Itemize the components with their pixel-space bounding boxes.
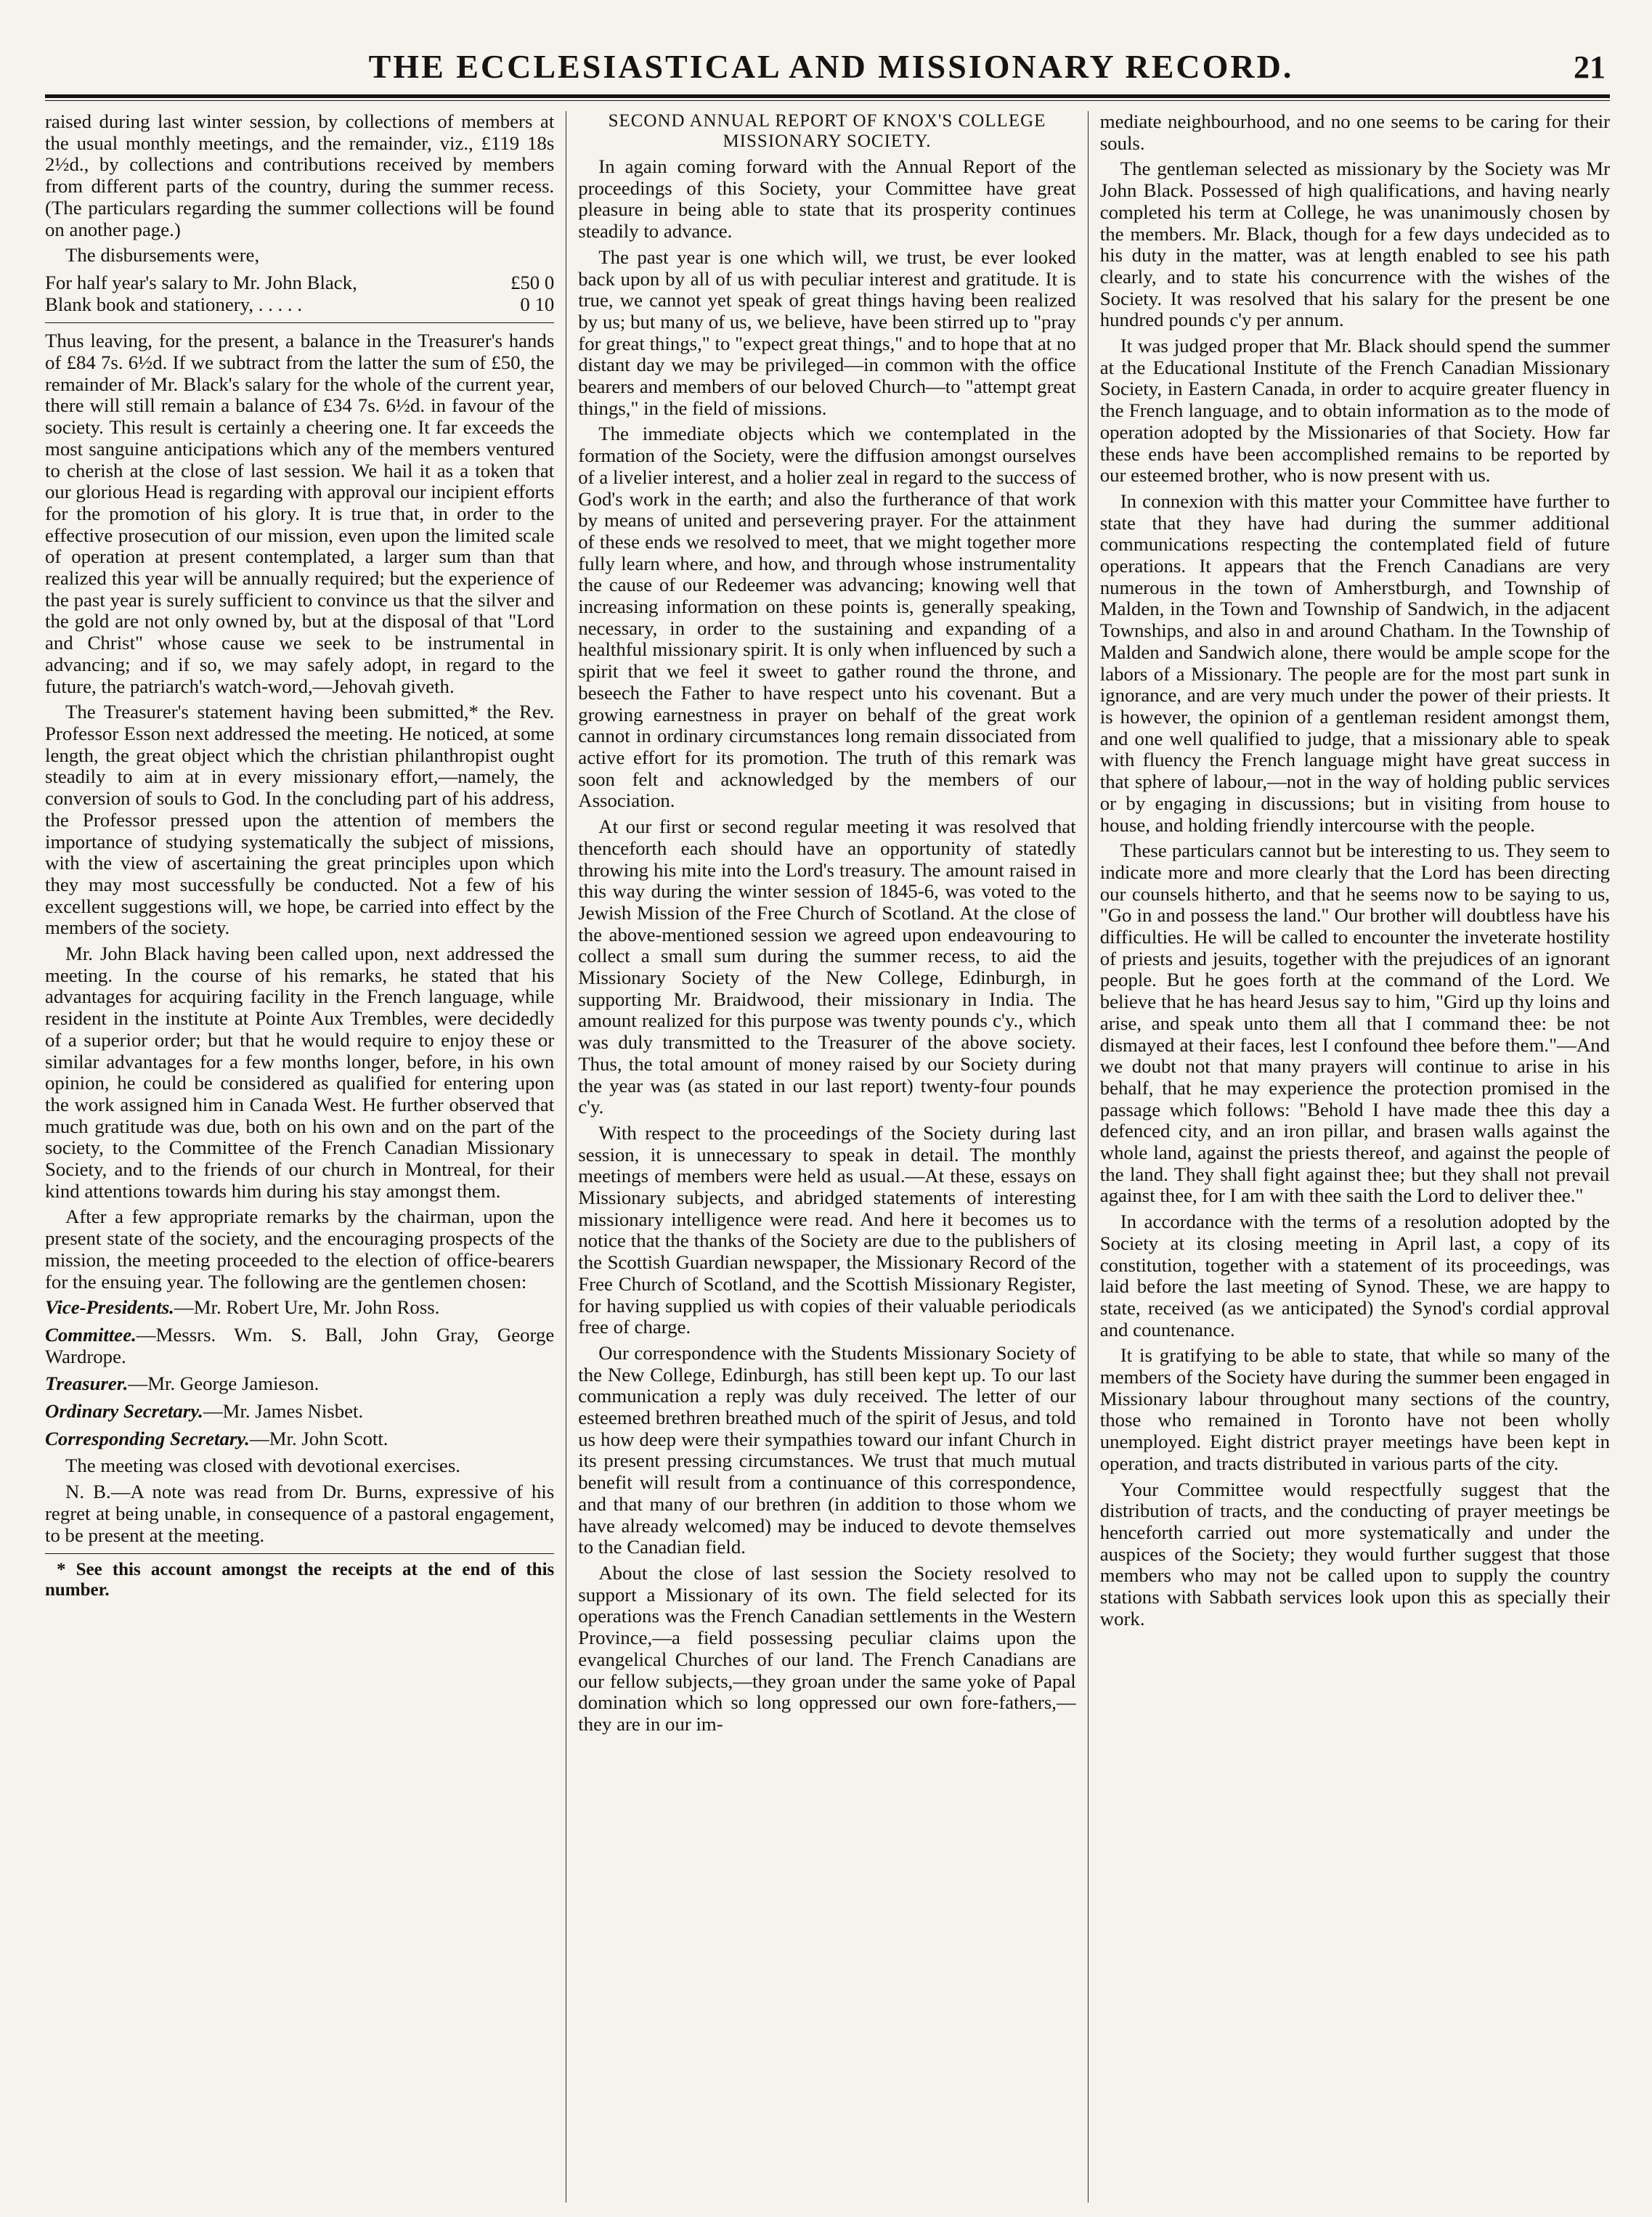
section-title: SECOND ANNUAL REPORT OF KNOX'S COLLEGE MISSIONARY SOCIETY.: [608, 111, 1046, 151]
footnote: * See this account amongst the receipts at the end of this number.: [45, 1553, 554, 1600]
officer-names: —Mr. James Nisbet.: [203, 1400, 364, 1423]
paragraph: The Treasurer's statement having been submitted,* the Rev. Professor Esson next addressed the meeting. He noticed, at some length, the great object which the christian philanthropist ought steadily to aim at in every missionary effort,—namely, the conversion of souls to God. In the concluding part of his address, the Professor pressed upon the attention of members the importance of studying systematically the subject of missions, with the view of ascertaining the great principles upon which they may most successfully be conducted. Not a few of his excellent suggestions will, we hope, be carried into effect by the members of the society.: [45, 701, 555, 939]
officer-entry: [45, 1428, 554, 1450]
page-number: 21: [1574, 49, 1606, 85]
officer-entry: [45, 1325, 554, 1367]
column-left: [45, 111, 566, 2202]
officer-role: Ordinary Secretary.: [45, 1400, 203, 1423]
officer-role: Treasurer.: [45, 1372, 129, 1395]
officer-entry: [45, 1373, 554, 1395]
paragraph: In accordance with the terms of a resolution adopted by the Society at its closing meeting in April last, a copy of its constitution, together with a statement of its proceedings, was laid before the last meeting of Synod. These, we are happy to state, received (as we anticipated) the Synod's cordial approval and countenance.: [1099, 1211, 1610, 1341]
officer-entry: [45, 1401, 554, 1423]
column-middle: [566, 111, 1088, 2202]
paragraph: At our first or second regular meeting it was resolved that thenceforth each should have an opportunity of statedly throwing his mite into the Lord's treasury. The amount raised in this way during the winter session of 1845-6, was voted to the Jewish Mission of the Free Church of Scotland. At the close of the above-mentioned session we agreed upon endeavouring to collect a small sum during the summer recess, to aid the Missionary Society of the New College, Edinburgh, in supporting Mr. Braidwood, their missionary in India. The amount realized for this purpose was twenty pounds c'y., which was duly transmitted to the Treasurer of the above society. Thus, the total amount of money raised by our Society during the year was (as stated in our last report) twenty-four pounds c'y.: [578, 815, 1076, 1118]
text-columns: [45, 111, 1610, 2202]
paragraph: mediate neighbourhood, and no one seems to be caring for their souls.: [1099, 111, 1610, 154]
header-rule-thin: [45, 100, 1610, 101]
ledger-label: Blank book and stationery, . . . . .: [45, 293, 303, 315]
paragraph: With respect to the proceedings of the Society during last session, it is unnecessary to speak in detail. The monthly meetings of members were held as usual.—At these, essays on Missionary subjects, and abridged statements of interesting missionary intelligence were read. And here it becomes us to notice that the thanks of the Society are due to the publishers of the Scottish Guardian newspaper, the Missionary Record of the Free Church of Scotland, and the Scottish Missionary Register, for having supplied us with copies of their valuable periodicals free of charge.: [578, 1121, 1076, 1338]
paragraph: The gentleman selected as missionary by the Society was Mr John Black. Possessed of high qualifications, and having nearly completed his term at College, he was unanimously chosen by the members. Mr. Black, though for a few days undecided as to his duty in the matter, was at length enabled to see his path clearly, and to state his concurrence with the wishes of the Society. It was resolved that his salary for the present be one hundred pounds c'y per annum.: [1099, 158, 1610, 331]
paragraph: The past year is one which will, we trust, be ever looked back upon by all of us with peculiar interest and gratitude. It is true, we cannot yet speak of great things having been realized by us; but many of us, we believe, have been stirred up to "pray for great things," to "expect great things," and to hope that at no distant day we may be privileged—in common with the office bearers and members of our beloved Church—to "attempt great things," in the field of missions.: [578, 245, 1076, 419]
ledger-amount: £50 0: [510, 271, 555, 293]
officer-role: Vice-Presidents.: [45, 1296, 174, 1319]
paragraph: About the close of last session the Society resolved to support a Missionary of its own. The field selected for its operations was the French Canadian settlements in the Western Province,—a field possessing peculiar claims upon the evangelical Churches of our land. The French Canadians are our fellow subjects,—they groan under the same yoke of Papal domination which so long oppressed our own fore-fathers,—they are in our im-: [578, 1562, 1076, 1735]
paragraph: These particulars cannot but be interesting to us. They seem to indicate more and more clearly that the Lord has been directing our counsels hitherto, and that he seems now to be saying to us, "Go in and possess the land." Our brother will doubtless have his difficulties. He will be called to encounter the inveterate hostility of priests and jesuits, together with the prejudices of an ignorant people. But he goes forth at the command of the Lord. We believe that he has heard Jesus say to him, "Gird up thy loins and arise, and speak unto them all that I command thee: be not dismayed at their faces, lest I confound thee before them."—And we doubt not that many prayers will continue to arise in his behalf, that he may experience the protection promised in the passage which follows: "Behold I have made thee this day a defenced city, and an iron pillar, and brasen walls against the whole land, against the priests thereof, and against the people of the land. They shall fight against thee; but they shall not prevail against thee, for I am with thee saith the Lord to deliver thee.": [1099, 839, 1610, 1207]
officer-names: —Mr. George Jamieson.: [128, 1372, 320, 1395]
paragraph: It is gratifying to be able to state, that while so many of the members of the Society have during the summer been engaged in Missionary labour throughout many sections of the country, those who remained in Toronto have not been wholly unemployed. Eight district prayer meetings have been kept in operation, and tracts distributed in various parts of the city.: [1099, 1344, 1610, 1474]
note-paragraph: N. B.—A note was read from Dr. Burns, expressive of his regret at being unable, in consequence of a pastoral engagement, to be present at the meeting.: [45, 1481, 555, 1546]
paragraph: Thus leaving, for the present, a balance in the Treasurer's hands of £84 7s. 6½d. If we subtract from the latter the sum of £50, the remainder of Mr. Black's salary for the whole of the current year, there will still remain a balance of £34 7s. 6½d. in favour of the society. This result is certainly a cheering one. It far exceeds the most sanguine anticipations which any of the members ventured to cherish at the close of last session. We hail it as a token that our glorious Head is regarding with approval our incipient efforts for the promotion of his glory. It is true that, in order to the effective prosecution of our mission, even upon the limited scale of operation at present contemplated, a larger sum than that realized this year will be annually required; but the experience of the past year is surely sufficient to convince us that the silver and the gold are not only owned by, but at the disposal of that "Lord and Christ" whose cause we seek to be instrumental in advancing; and if so, we may safely adopt, in regard to the future, the patriarch's watch-word,—Jehovah giveth.: [45, 330, 555, 697]
officer-names: —Messrs. Wm. S. Ball, John Gray, George Wardrope.: [45, 1323, 555, 1367]
ledger-row: [45, 294, 554, 316]
paragraph: The meeting was closed with devotional exercises.: [65, 1455, 460, 1477]
officers-list: [45, 1297, 554, 1449]
ledger-amount: 0 10: [520, 293, 555, 315]
disbursements-ledger: [45, 272, 554, 315]
header-rule: [45, 94, 1610, 98]
paragraph: The disbursements were,: [65, 244, 260, 267]
paragraph: Your Committee would respectfully suggest that the distribution of tracts, and the conducting of prayer meetings be henceforth carried out more systematically and under the auspices of the Society; they would further suggest that those members who may not be called upon to supply the country stations with Sabbath services look upon this as specially their work.: [1099, 1478, 1610, 1630]
paragraph: It was judged proper that Mr. Black should spend the summer at the Educational Institute of the French Canadian Missionary Society, in Eastern Canada, in order to acquire greater fluency in the French language, and to obtain information as to the mode of operation adopted by the Missionaries of that Society. How far these ends have been accomplished remains to be reported by our esteemed brother, who is now present with us.: [1099, 335, 1610, 487]
paragraph: After a few appropriate remarks by the chairman, upon the present state of the society, and the encouraging prospects of the mission, the meeting proceeded to the election of office-bearers for the ensuing year. The following are the gentlemen chosen:: [45, 1205, 555, 1293]
column-right: [1089, 111, 1610, 2202]
ledger-label: For half year's salary to Mr. John Black,: [45, 271, 357, 293]
officer-entry: [45, 1297, 554, 1319]
paragraph: Our correspondence with the Students Missionary Society of the New College, Edinburgh, has still been kept up. To our last communication a reply was duly received. The letter of our esteemed brethren breathed much of the spirit of Jesus, and told us how deep were their sympathies toward our infant Church in its present pressing circumstances. We trust that much mutual benefit will result from a continuance of this correspondence, and that many of our brethren (in addition to those whom we have already welcomed) may be induced to devote themselves to the Canadian field.: [578, 1341, 1076, 1558]
paragraph: The immediate objects which we contemplated in the formation of the Society, were the diffusion amongst ourselves of a livelier interest, and a holier zeal in regard to the success of God's work in the earth; and also the furtherance of that work by means of united and persevering prayer. For the attainment of these ends we resolved to meet, that we might together more fully learn where, and how, and through whose instrumentality the cause of our Redeemer was advancing; knowing well that increasing information on these points is, generally speaking, necessary, in order to the sustaining and expanding of a healthful missionary spirit. It is only when influenced by such a spirit that we feel it sweet to gather round the throne, and beseech the Father to have respect unto his covenant. But a growing earnestness in prayer on behalf of the great work cannot in ordinary circumstances long remain dissociated from active effort for its promotion. The truth of this remark was soon felt and acknowledged by the members of our Association.: [578, 423, 1076, 812]
officer-role: Corresponding Secretary.: [45, 1427, 250, 1449]
officer-names: —Mr. John Scott.: [249, 1427, 388, 1449]
officer-names: —Mr. Robert Ure, Mr. John Ross.: [174, 1296, 440, 1319]
ledger-row: [45, 272, 554, 294]
paragraph: raised during last winter session, by collections of members at the usual monthly meetings, and the remainder, viz., £119 18s 2½d., by collections and contributions received by members from different parts of the country, during the summer recess. (The particulars regarding the summer collections will be found on another page.): [45, 111, 555, 240]
paragraph: In again coming forward with the Annual Report of the proceedings of this Society, your Committee have great pleasure in being able to state that its prosperity continues steadily to advance.: [578, 155, 1076, 243]
paragraph: In connexion with this matter your Committee have further to state that they have had during the summer additional communications respecting the contemplated field of future operations. It appears that the French Canadians are very numerous in the town of Amherstburgh, and Township of Malden, in the Town and Township of Sandwich, in the adjacent Townships, and also in and around Chatham. In the Township of Malden and Sandwich alone, there would be ample scope for the labors of a Missionary. The people are for the most part sunk in ignorance, and are very much under the power of their priests. It is however, the opinion of a gentleman resident amongst them, and one well qualified to judge, that a missionary able to speak with fluency the French language might have great success in that sphere of labour,—not in the way of holding public services or by engaging in discussions; but in visiting from house to house, and holding friendly intercourse with the people.: [1099, 489, 1610, 836]
ledger-rule: [45, 322, 554, 323]
paragraph: Mr. John Black having been called upon, next addressed the meeting. In the course of his remarks, he stated that his advantages for acquiring facility in the French language, while resident in the institute at Pointe Aux Trembles, were decidedly of a superior order; but that he would require to enjoy these or similar advantages for a few months longer, before, in his own opinion, he could be considered as qualified for entering upon the work assigned him in Canada West. He further observed that much gratitude was due, both on his own and on the part of the society, to the Committee of the French Canadian Missionary Society, and to the friends of our church in Montreal, for their kind attentions towards him during his stay amongst them.: [45, 943, 555, 1202]
officer-role: Committee.: [45, 1323, 137, 1346]
page-header: [45, 35, 1610, 86]
running-title: THE ECCLESIASTICAL AND MISSIONARY RECORD.: [368, 48, 1294, 85]
